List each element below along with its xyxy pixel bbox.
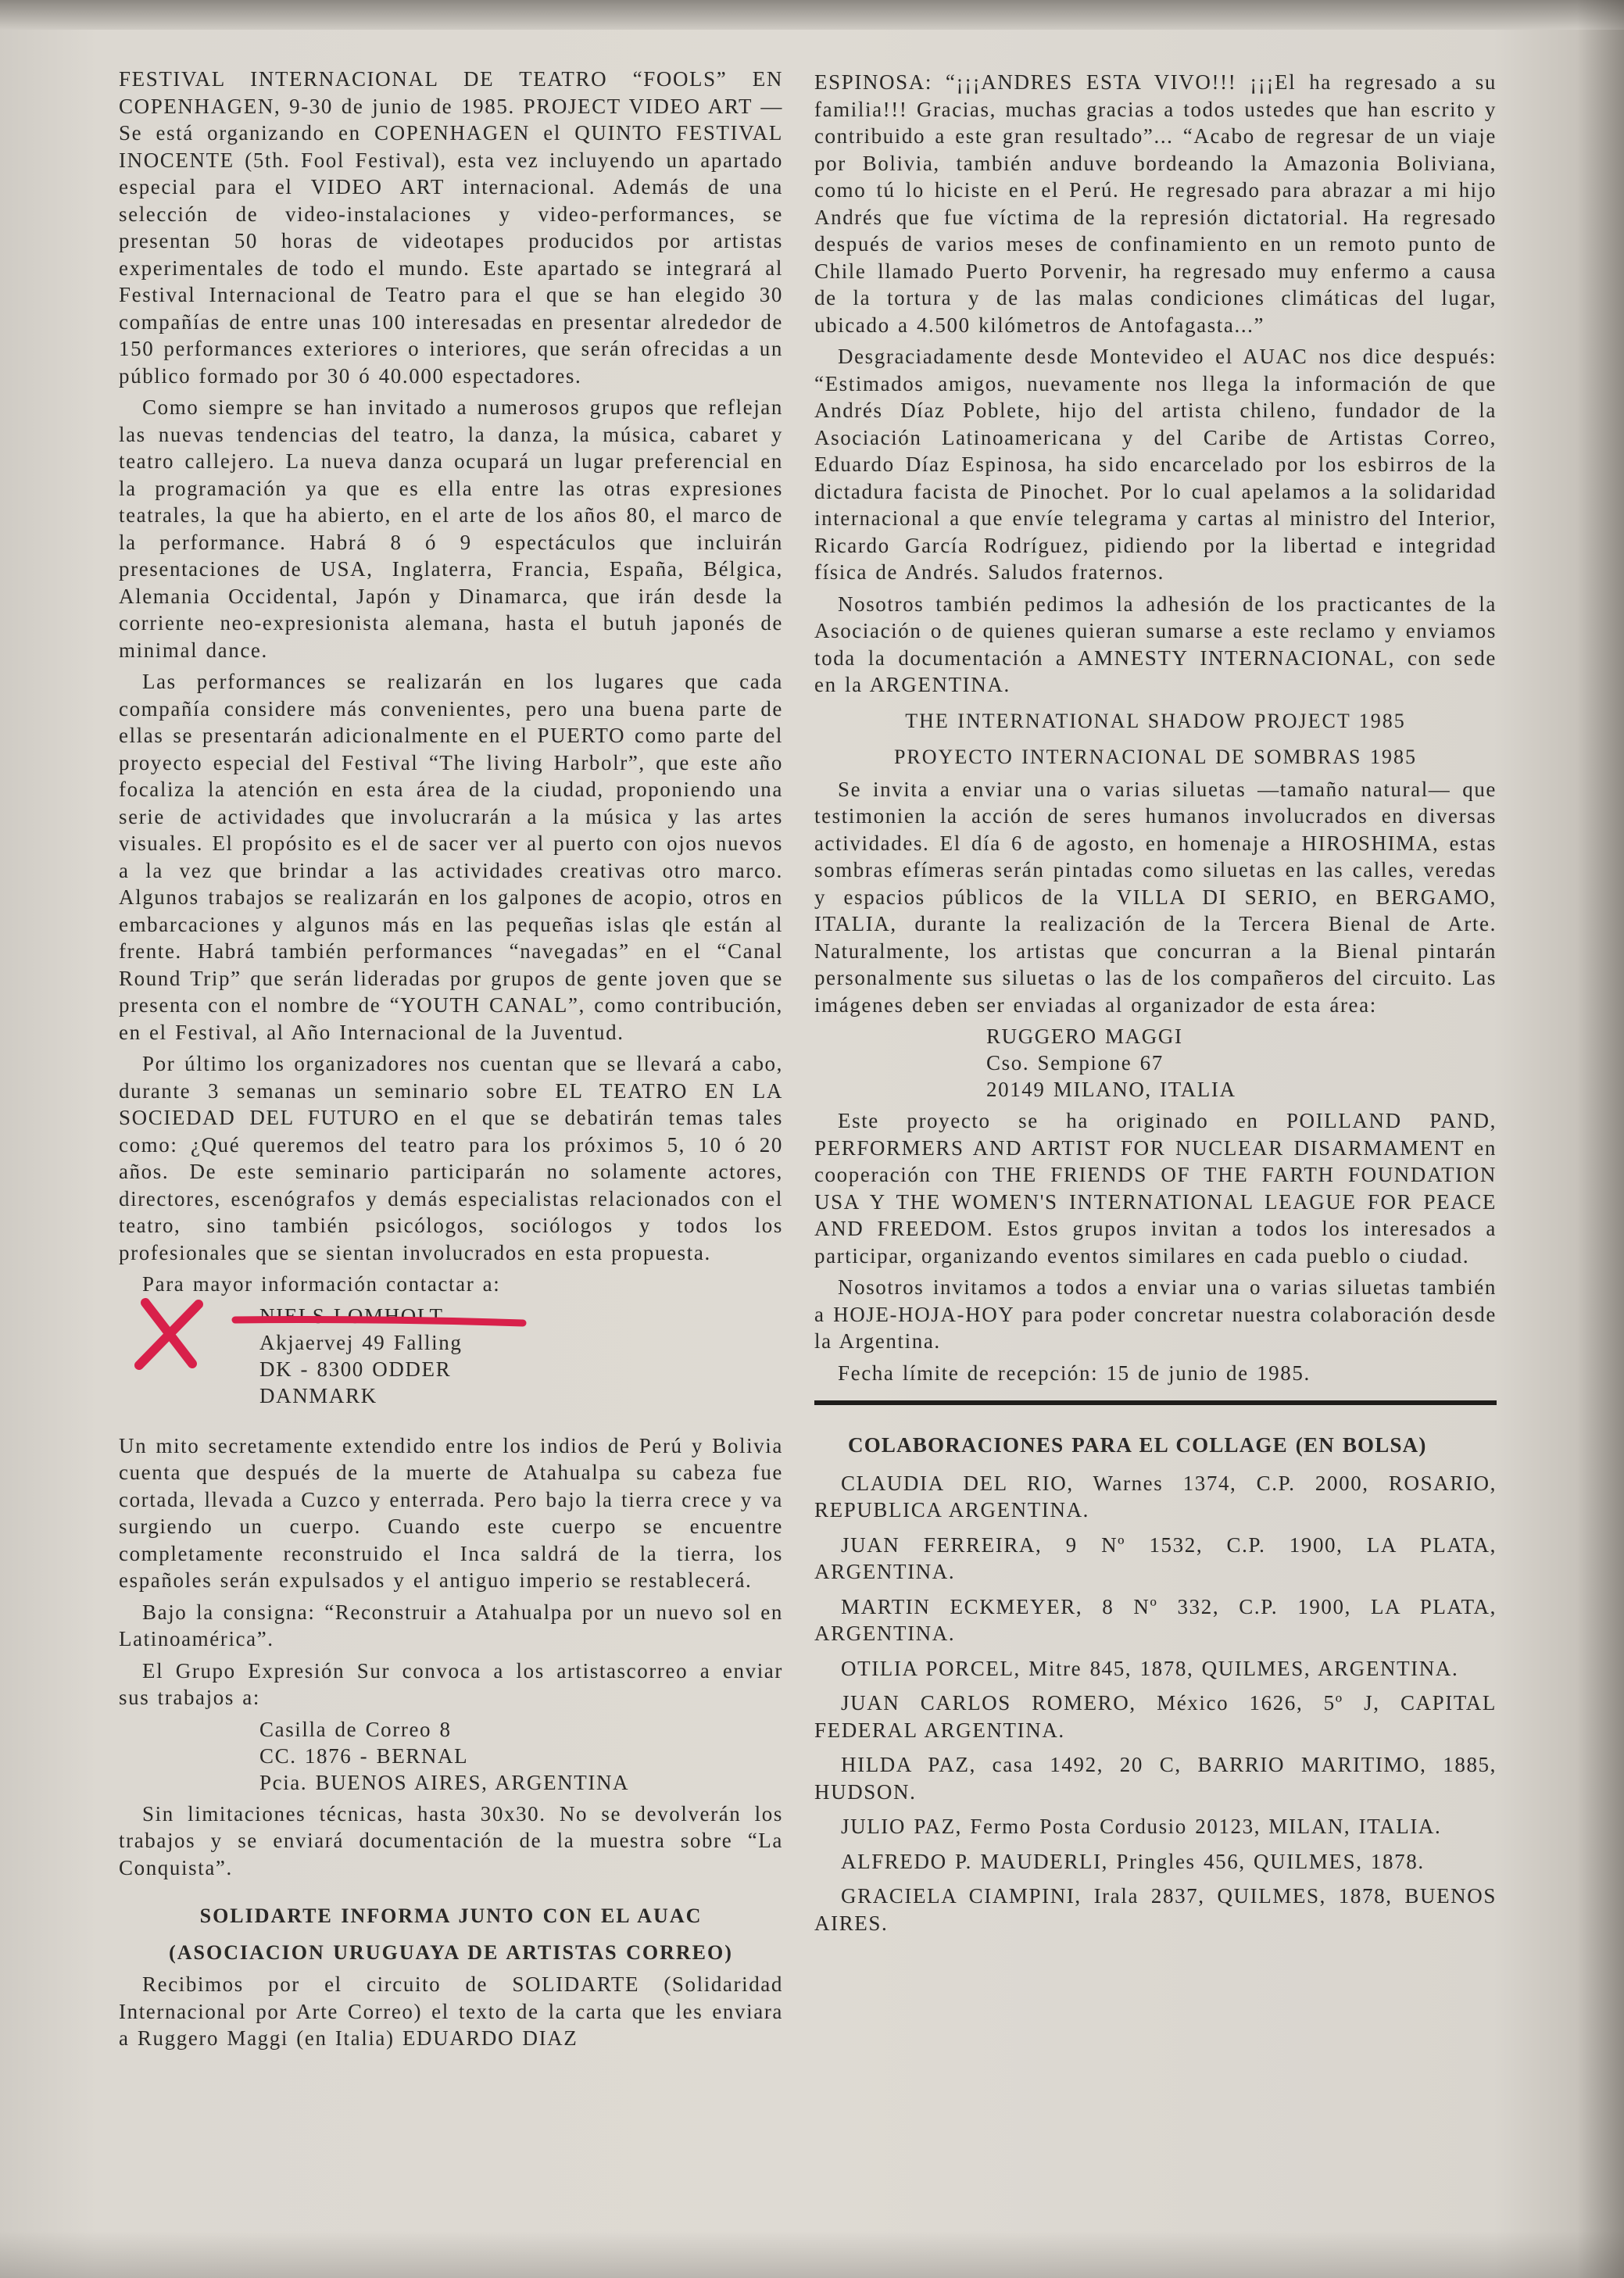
right-column	[814, 69, 1497, 1944]
red-strikethrough-mark	[231, 1315, 528, 1328]
collage-entry: JUAN CARLOS ROMERO, México 1626, 5º J, CAPITAL FEDERAL ARGENTINA.	[814, 1691, 1497, 1742]
mito-paragraph-3: El Grupo Expresión Sur convoca a los artistascorreo a enviar sus trabajos a:	[119, 1658, 783, 1709]
contact-street: Akjaervej 49 Falling	[259, 1330, 463, 1354]
mito-paragraph-2: Bajo la consigna: “Reconstruir a Atahualpa por un nuevo sol en Latinoamérica”.	[119, 1600, 783, 1650]
mito-paragraph-4: Sin limitaciones técnicas, hasta 30x30. No se devolverán los trabajos y se enviará documentación de la muestra sobre “La Conquista”.	[119, 1801, 783, 1879]
mito-address	[259, 1716, 783, 1796]
mito-address-line: Pcia. BUENOS AIRES, ARGENTINA	[259, 1770, 630, 1794]
organizer-address	[986, 1023, 1497, 1103]
collage-entry: JUAN FERREIRA, 9 Nº 1532, C.P. 1900, LA PLATA, ARGENTINA.	[814, 1532, 1497, 1583]
solidarte-heading-2: (ASOCIACION URUGUAYA DE ARTISTAS CORREO)	[169, 1940, 733, 1964]
red-x-mark-icon	[131, 1296, 206, 1371]
fools-festival-paragraph-3: Las performances se realizarán en los lugares que cada compañía considere más convenientes, pero una buena parte de ellas se presentarán adicionalmente en el PUERTO como parte del proyecto especial del Festival “The living Harbolr”, que este año focaliza la atención en esta área de la ciudad, proponiendo una serie de actividades que involucrarán a la música y las artes visuales. El propósito es el de sacer ver al puerto con ojos nuevos a la vez que brindar a las actividades creativas otro marco. Algunos trabajos se realizarán en los galpones de acopio, otros en embarcaciones y algunos más en las pequeñas islas qle están al frente. Habrá también performances “navegadas” en el “Canal Round Trip” que serán lideradas por grupos de gente joven que se presenta con el nombre de “YOUTH CANAL”, como contribución, en el Festival, al Año Internacional de la Juventud.	[119, 670, 783, 1044]
contact-country: DANMARK	[259, 1383, 377, 1407]
deadline-line: Fecha límite de recepción: 15 de junio de 1985.	[838, 1361, 1311, 1385]
espinosa-letter-paragraph-1: ESPINOSA: “¡¡¡ANDRES ESTA VIVO!!! ¡¡¡El ha regresado a su familia!!! Gracias, muchas gracias a todos ustedes que han escrito y contribuido a este gran resultado”... “Acabo de regresar de un viaje por Bolivia, también anduve bordeando la Amazonia Boliviana, como tú lo hiciste en el Perú. He regresado para abrazar a mi hijo Andrés que fue víctima de la represión dictatorial. Ha regresado después de varios meses de confinamiento en un remoto punto de Chile llamado Puerto Porvenir, ha regresado muy enfermo a causa de la tortura y de las malas condiciones climáticas del lugar, ubicado a 4.500 kilómetros de Antofagasta...”	[814, 70, 1497, 337]
organizer-city: 20149 MILANO, ITALIA	[986, 1078, 1236, 1101]
mito-address-line: CC. 1876 - BERNAL	[259, 1743, 469, 1768]
page-right-shadow	[1577, 0, 1624, 2278]
espinosa-letter-paragraph-3: Nosotros también pedimos la adhesión de los practicantes de la Asociación o de quienes quieran sumarse a este reclamo y enviamos toda la documentación a AMNESTY INTERNACIONAL, con sede en la ARGENTINA.	[814, 592, 1497, 696]
collage-entry: HILDA PAZ, casa 1492, 20 C, BARRIO MARITIMO, 1885, HUDSON.	[814, 1753, 1497, 1804]
contact-city: DK - 8300 ODDER	[259, 1357, 452, 1381]
collage-entry: OTILIA PORCEL, Mitre 845, 1878, QUILMES, ARGENTINA.	[841, 1656, 1459, 1680]
collage-entry: MARTIN ECKMEYER, 8 Nº 332, C.P. 1900, LA PLATA, ARGENTINA.	[814, 1594, 1497, 1645]
fools-festival-paragraph-2: Como siempre se han invitado a numerosos grupos que reflejan las nuevas tendencias del teatro, la danza, la música, cabaret y teatro callejero. La nueva danza ocupará un lugar preferencial en la programación ya que es ella entre las otras expresiones teatrales, la que ha abierto, en el arte de los años 80, el marco de la performance. Habrá 8 ó 9 espectáculos que incluirán presentaciones de USA, Inglaterra, Francia, España, Bélgica, Alemania Occidental, Japón y Dinamarca, que irán desde la corriente neo-expresionista alemana, hasta el butuh japonés de minimal dance.	[119, 395, 783, 662]
contact-intro: Para mayor información contactar a:	[142, 1272, 501, 1296]
collage-entry: GRACIELA CIAMPINI, Irala 2837, QUILMES, 1878, BUENOS AIRES.	[814, 1884, 1497, 1935]
organizer-street: Cso. Sempione 67	[986, 1051, 1164, 1075]
mito-address-line: Casilla de Correo 8	[259, 1717, 452, 1741]
left-column	[119, 66, 783, 2057]
solidarte-paragraph-1: Recibimos por el circuito de SOLIDARTE (Solidaridad Internacional por Arte Correo) el texto de la carta que les enviara a Ruggero Maggi (en Italia) EDUARDO DIAZ	[119, 1972, 783, 2050]
shadow-project-heading-en: THE INTERNATIONAL SHADOW PROJECT 1985	[905, 709, 1406, 732]
fools-festival-paragraph-1: FESTIVAL INTERNACIONAL DE TEATRO “FOOLS” EN COPENHAGEN, 9-30 de junio de 1985. PROJECT VIDEO ART — Se está organizando en COPENHAGEN el QUINTO FESTIVAL INOCENTE (5th. Fool Festival), esta vez incluyendo un apartado especial para el VIDEO ART internacional. Además de una selección de video-instalaciones y video-performances, se presentan 50 horas de videotapes producidos por artistas experimentales de todo el mundo. Este apartado se integrará al Festival Internacional de Teatro para el que se han elegido 30 compañías de entre unas 100 interesadas en presentar alrededor de 150 performances exteriores o interiores, que serán ofrecidas a un público formado por 30 ó 40.000 espectadores.	[119, 67, 783, 388]
page-top-edge	[0, 0, 1624, 30]
shadow-project-paragraph-2: Este proyecto se ha originado en POILLAND PAND, PERFORMERS AND ARTIST FOR NUCLEAR DISARMAMENT en cooperación con THE FRIENDS OF THE FARTH FOUNDATION USA Y THE WOMEN'S INTERNATIONAL LEAGUE FOR PEACE AND FREEDOM. Estos grupos invitan a todos los interesados a participar, organizando eventos similares en cada pueblo o ciudad.	[814, 1109, 1497, 1268]
mito-paragraph-1: Un mito secretamente extendido entre los indios de Perú y Bolivia cuenta que después de la muerte de Atahualpa su cabeza fue cortada, llevada a Cuzco y enterrada. Pero bajo la tierra crece y va surgiendo un cuerpo. Cuando este cuerpo se encuentre completamente reconstruido el Inca saldrá de la tierra, los españoles serán expulsados y el antiguo imperio se restablecerá.	[119, 1433, 783, 1592]
shadow-project-paragraph-3: Nosotros invitamos a todos a enviar una o varias siluetas también a HOJE-HOJA-HOY para poder concretar nuestra colaboración desde la Argentina.	[814, 1275, 1497, 1353]
collage-entry: CLAUDIA DEL RIO, Warnes 1374, C.P. 2000, ROSARIO, REPUBLICA ARGENTINA.	[814, 1471, 1497, 1522]
contact-address	[259, 1303, 783, 1409]
collage-entry: JULIO PAZ, Fermo Posta Cordusio 20123, MILAN, ITALIA.	[841, 1815, 1442, 1838]
solidarte-heading-1: SOLIDARTE INFORMA JUNTO CON EL AUAC	[199, 1904, 703, 1927]
collage-entry: ALFREDO P. MAUDERLI, Pringles 456, QUILMES, 1878.	[841, 1849, 1425, 1873]
shadow-project-heading-es: PROYECTO INTERNACIONAL DE SOMBRAS 1985	[893, 746, 1418, 768]
espinosa-letter-paragraph-2: Desgraciadamente desde Montevideo el AUAC nos dice después: “Estimados amigos, nuevamente nos llega la información de que Andrés Díaz Poblete, hijo del artista chileno, fundador de la Asociación Latinoamericana y del Caribe de Artistas Correo, Eduardo Díaz Espinosa, ha sido encarcelado por los esbirros de la dictadura facista de Pinochet. Por lo cual apelamos a la solidaridad internacional a que envíe telegrama y cartas al ministro del Interior, Ricardo García Rodríguez, pidiendo por la libertad e integridad física de Andrés. Saludos fraternos.	[814, 345, 1497, 584]
shadow-project-paragraph-1: Se invita a enviar una o varias siluetas —tamaño natural— que testimonien la acción de seres humanos involucrados en diversas actividades. El día 6 de agosto, en homenaje a HIROSHIMA, estas sombras efímeras serán pintadas como siluetas en las calles, veredas y espacios públicos de la VILLA DI SERIO, en BERGAMO, ITALIA, durante la realización de la Tercera Bienal de Arte. Naturalmente, los artistas que concurran a la Bienal pintarán personalmente sus siluetas o las de los compañeros del circuito. Las imágenes deben ser enviadas al organizador de esta área:	[814, 777, 1497, 1017]
fools-festival-paragraph-4: Por último los organizadores nos cuentan que se llevará a cabo, durante 3 semanas un seminario sobre EL TEATRO EN LA SOCIEDAD DEL FUTURO en el que se debatirán temas tales como: ¿Qué queremos del teatro para los próximos 5, 10 ó 20 años. De este seminario participarán no solamente actores, directores, escenógrafos y demás especialistas relacionados con el teatro, sino también psicólogos, sociólogos y todos los profesionales que se sientan involucrados en esta propuesta.	[119, 1052, 783, 1264]
section-divider	[814, 1400, 1497, 1405]
page-bottom-shadow	[0, 2231, 1624, 2278]
contact-name: NIELS LOMHOLT	[259, 1304, 444, 1328]
organizer-name: RUGGERO MAGGI	[986, 1025, 1183, 1048]
collage-heading: COLABORACIONES PARA EL COLLAGE (EN BOLSA)	[848, 1433, 1427, 1457]
